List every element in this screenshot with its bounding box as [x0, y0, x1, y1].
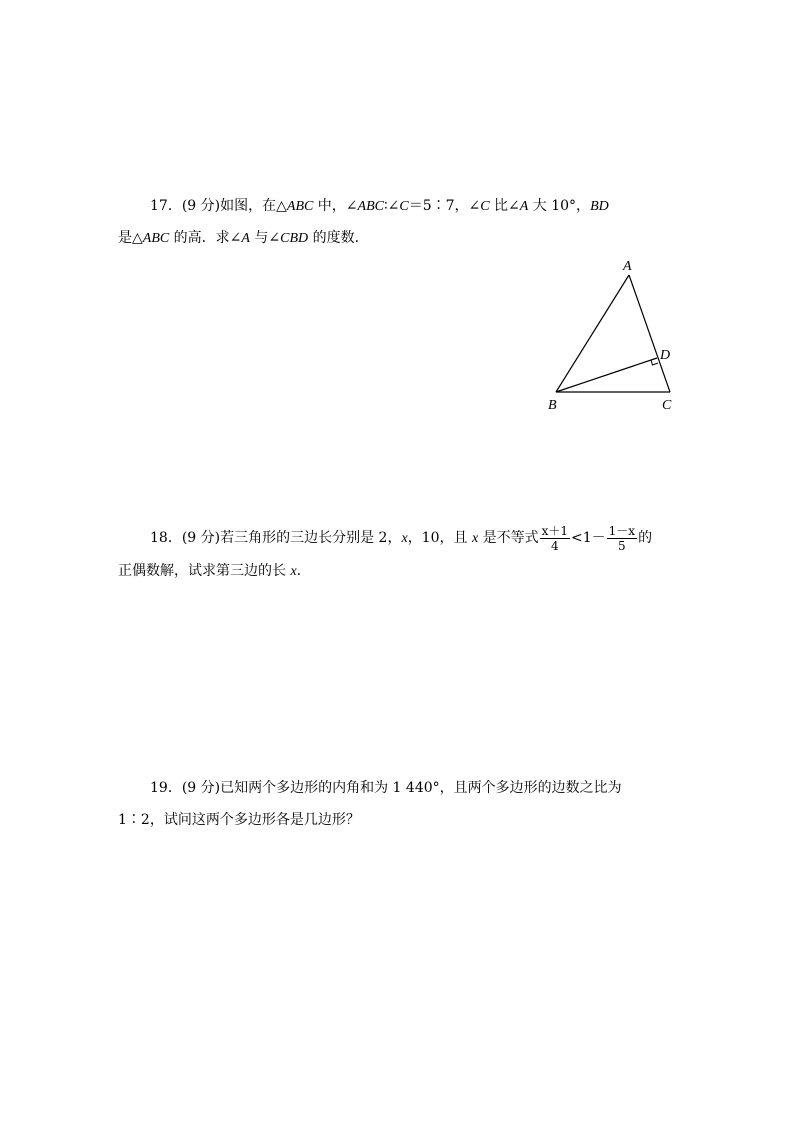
- q18-text: ，10，且: [407, 530, 472, 546]
- q17-text: 比∠: [489, 198, 520, 214]
- q17-text: 如图，在△: [220, 198, 287, 214]
- side-ac: [629, 275, 670, 392]
- triangle-figure: [540, 255, 690, 420]
- q17-text: ∶∠: [383, 198, 400, 214]
- q18-var: x: [290, 564, 297, 579]
- fraction-2-denominator: 5: [618, 538, 626, 553]
- label-a: A: [623, 259, 632, 274]
- right-angle-mark: [651, 360, 658, 365]
- q19-number: 19．: [150, 780, 182, 796]
- fraction-2-numerator: 1－x: [608, 523, 636, 538]
- q19-line-1: [150, 778, 622, 798]
- q17-score: (9 分): [181, 198, 221, 214]
- q19-score: (9 分): [181, 780, 221, 796]
- q17-var: ABC: [357, 199, 384, 214]
- q17-var: A: [519, 199, 529, 214]
- q19-text: 1∶2，试问这两个多边形各是几边形？: [118, 812, 360, 828]
- fraction-1-numerator: x＋1: [541, 523, 569, 538]
- q18-text: 是不等式: [478, 530, 539, 546]
- q19-line-2: [118, 810, 360, 830]
- label-c: C: [662, 398, 672, 413]
- q17-text: 大 10°，: [528, 198, 591, 214]
- q18-text: 若三角形的三边长分别是 2，: [220, 530, 402, 546]
- q17-text: 与∠: [249, 230, 281, 246]
- q17-text: 中，∠: [313, 198, 358, 214]
- q17-var: CBD: [280, 231, 309, 246]
- q17-line-2: [118, 228, 369, 249]
- q18-text: 的: [638, 530, 653, 546]
- q17-var: C: [399, 199, 409, 214]
- label-b: B: [548, 398, 557, 413]
- altitude-bd: [556, 358, 657, 392]
- q17-text: 的高．求∠: [169, 230, 242, 246]
- q18-var: x: [471, 531, 479, 546]
- q19-text: 已知两个多边形的内角和为 1 440°，且两个多边形的边数之比为: [220, 780, 622, 796]
- q17-line-1: [150, 196, 609, 217]
- q18-line-2: [118, 561, 301, 582]
- fraction-1-denominator: 4: [551, 538, 559, 553]
- q18-var: x: [401, 531, 408, 546]
- q17-var: A: [241, 231, 250, 246]
- q18-line-1: [150, 520, 652, 556]
- q17-number: 17．: [150, 198, 182, 214]
- q17-text: ＝5∶7，∠: [408, 198, 481, 214]
- q18-score: (9 分): [181, 530, 221, 546]
- q18-number: 18．: [150, 530, 182, 546]
- side-ab: [556, 275, 629, 392]
- fraction-2: [607, 524, 637, 553]
- label-d: D: [660, 348, 671, 363]
- q18-inequality-op: <1－: [571, 530, 606, 546]
- q18-text: 正偶数解，试求第三边的长: [118, 563, 291, 579]
- q17-var: BD: [590, 199, 609, 214]
- fraction-1: [540, 524, 570, 553]
- q17-text: 的度数．: [308, 230, 369, 246]
- q18-text: .: [296, 563, 302, 579]
- q17-var: ABC: [286, 199, 314, 214]
- q17-text: 是△: [118, 230, 143, 246]
- q17-var: ABC: [142, 231, 170, 246]
- q17-var: C: [480, 199, 490, 214]
